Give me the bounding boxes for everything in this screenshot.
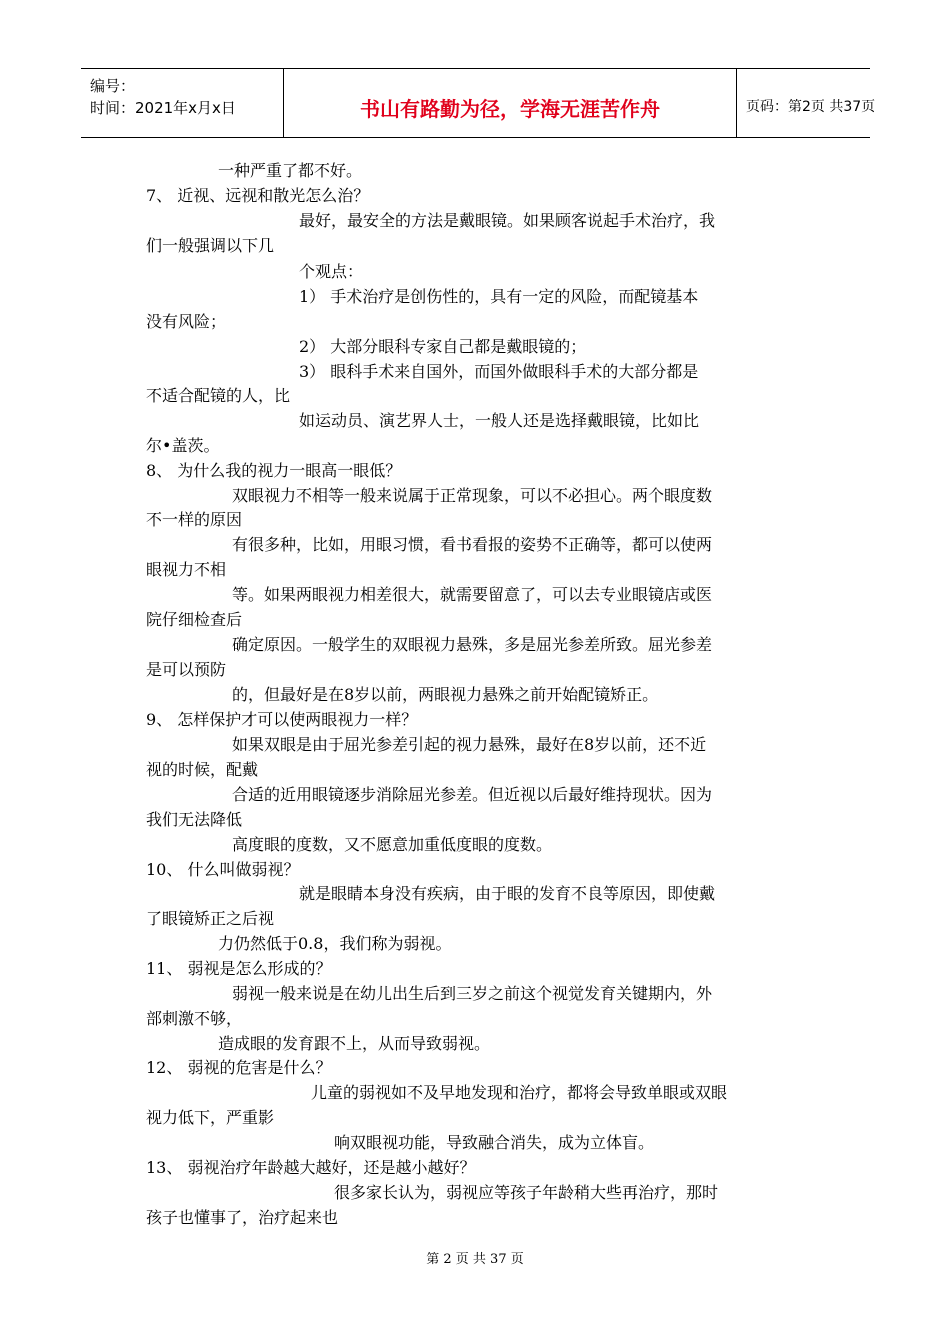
body-line: 如果双眼是由于屈光参差引起的视力悬殊，最好在8岁以前，还不近 xyxy=(232,735,707,754)
question-heading: 9、 怎样保护才可以使两眼视力一样？ xyxy=(146,710,418,729)
body-line: 确定原因。一般学生的双眼视力悬殊，多是屈光参差所致。屈光参差 xyxy=(232,635,713,654)
body-line: 儿童的弱视如不及早地发现和治疗，都将会导致单眼或双眼 xyxy=(311,1083,728,1102)
body-line: 不一样的原因 xyxy=(146,510,243,529)
header-page-cell xyxy=(736,69,876,137)
body-line: 力仍然低于0.8，我们称为弱视。 xyxy=(218,934,452,953)
body-line: 不适合配镜的人，比 xyxy=(146,386,291,405)
body-line: 孩子也懂事了，治疗起来也 xyxy=(146,1208,339,1227)
header-motto-cell xyxy=(283,69,737,137)
question-heading: 10、 什么叫做弱视？ xyxy=(146,860,300,879)
body-line: 部刺激不够， xyxy=(146,1009,243,1028)
header-page-number: 页码：第2页 共37页 xyxy=(746,99,876,115)
list-item: 2） 大部分眼科专家自己都是戴眼镜的； xyxy=(299,337,587,356)
body-line: 的，但最好是在8岁以前，两眼视力悬殊之前开始配镜矫正。 xyxy=(232,685,659,704)
page-footer: 第 2 页 共 37 页 xyxy=(426,1252,524,1267)
body-line: 视力低下，严重影 xyxy=(146,1108,275,1127)
header-motto: 书山有路勤为径，学海无涯苦作舟 xyxy=(360,97,660,121)
body-line: 造成眼的发育跟不上，从而导致弱视。 xyxy=(218,1034,491,1053)
body-line: 有很多种，比如，用眼习惯，看书看报的姿势不正确等，都可以使两 xyxy=(232,535,713,554)
body-line: 如运动员、演艺界人士，一般人还是选择戴眼镜，比如比 xyxy=(299,411,700,430)
body-line: 合适的近用眼镜逐步消除屈光参差。但近视以后最好维持现状。因为 xyxy=(232,785,713,804)
body-line: 弱视一般来说是在幼儿出生后到三岁之前这个视觉发育关键期内，外 xyxy=(232,984,713,1003)
body-line: 我们无法降低 xyxy=(146,810,243,829)
header-info-cell xyxy=(81,69,283,137)
body-line: 双眼视力不相等一般来说属于正常现象，可以不必担心。两个眼度数 xyxy=(232,486,713,505)
body-line: 没有风险； xyxy=(146,312,227,331)
body-line: 了眼镜矫正之后视 xyxy=(146,909,275,928)
body-line: 高度眼的度数，又不愿意加重低度眼的度数。 xyxy=(232,835,553,854)
body-line: 眼视力不相 xyxy=(146,560,227,579)
body-line: 最好，最安全的方法是戴眼镜。如果顾客说起手术治疗，我 xyxy=(299,211,716,230)
list-item: 3） 眼科手术来自国外，而国外做眼科手术的大部分都是 xyxy=(299,362,699,381)
body-line: 是可以预防 xyxy=(146,660,227,679)
body-line: 就是眼睛本身没有疾病，由于眼的发育不良等原因，即使戴 xyxy=(299,884,716,903)
question-heading: 8、 为什么我的视力一眼高一眼低？ xyxy=(146,461,402,480)
body-line: 很多家长认为，弱视应等孩子年龄稍大些再治疗，那时 xyxy=(334,1183,719,1202)
body-line: 个观点： xyxy=(299,262,364,281)
body-line: 尔•盖茨。 xyxy=(146,436,220,455)
list-item: 1） 手术治疗是创伤性的，具有一定的风险，而配镜基本 xyxy=(299,287,699,306)
body-line: 等。如果两眼视力相差很大，就需要留意了，可以去专业眼镜店或医 xyxy=(232,585,713,604)
document-date: 时间：2021年x月x日 xyxy=(90,99,236,117)
body-line: 响双眼视功能，导致融合消失，成为立体盲。 xyxy=(334,1133,655,1152)
body-line: 们一般强调以下几 xyxy=(146,236,275,255)
document-code: 编号： xyxy=(90,77,136,95)
body-line: 院仔细检查后 xyxy=(146,610,243,629)
body-line: 视的时候，配戴 xyxy=(146,760,259,779)
question-heading: 11、 弱视是怎么形成的？ xyxy=(146,959,332,978)
body-line: 一种严重了都不好。 xyxy=(218,161,363,180)
question-heading: 12、 弱视的危害是什么？ xyxy=(146,1058,332,1077)
question-heading: 7、 近视、远视和散光怎么治？ xyxy=(146,186,370,205)
page-header xyxy=(81,68,876,138)
question-heading: 13、 弱视治疗年龄越大越好，还是越小越好？ xyxy=(146,1158,476,1177)
